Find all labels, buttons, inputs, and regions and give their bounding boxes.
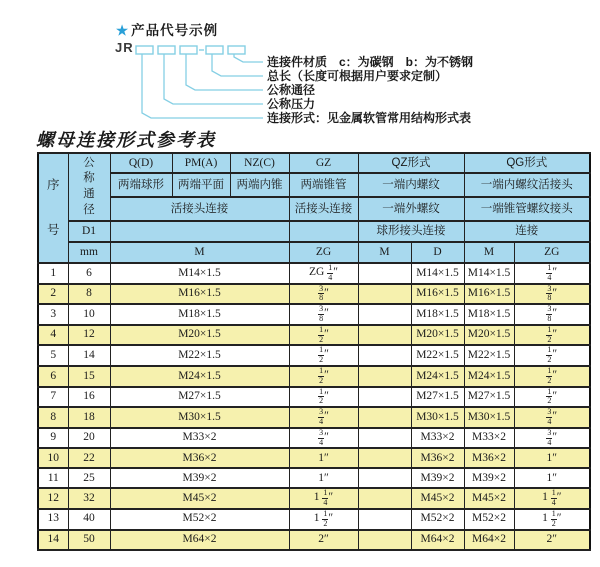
cell-qz-m <box>358 509 411 530</box>
cell-serial: 6 <box>38 366 68 387</box>
cell-nominal-diameter: 25 <box>68 468 110 488</box>
cell-qg-m: M16×1.5 <box>464 284 514 305</box>
cell-qz-m <box>358 407 411 428</box>
cell-qz-d: M39×2 <box>411 468 464 488</box>
cell-gz-thread: ZG $\frac{1}{4}$ ″ <box>289 263 358 284</box>
cell-qz-d: M14×1.5 <box>411 263 464 284</box>
cell-gz-thread: 1 $\frac{1}{2}$ ″ <box>289 509 358 530</box>
cell-qg-zg: $\frac{3}{8}$ ″ <box>514 304 590 325</box>
code-prefix: JR <box>115 40 134 55</box>
header-unit-zg1: ZG <box>289 242 358 263</box>
code-box <box>136 46 153 54</box>
cell-nominal-diameter: 18 <box>68 407 110 428</box>
cell-gz-thread: $\frac{1}{2}$ ″ <box>289 325 358 346</box>
header-unit-m1: M <box>110 242 289 263</box>
cell-qz-d: M45×2 <box>411 488 464 509</box>
cell-m-thread: M52×2 <box>110 509 289 530</box>
cell-nominal-diameter: 22 <box>68 448 110 468</box>
header-end-style-qd: 两端球形 <box>110 173 172 197</box>
code-label-length: 总长（长度可根据用户要求定制） <box>267 69 448 83</box>
cell-serial: 12 <box>38 488 68 509</box>
header-empty-cell <box>289 221 358 242</box>
cell-serial: 3 <box>38 304 68 325</box>
cell-serial: 4 <box>38 325 68 346</box>
code-label-diameter: 公称通径 <box>267 83 316 97</box>
cell-m-thread: M33×2 <box>110 428 289 449</box>
cell-qg-m: M27×1.5 <box>464 387 514 408</box>
cell-m-thread: M22×1.5 <box>110 345 289 366</box>
cell-qg-m: M33×2 <box>464 428 514 449</box>
cell-qg-zg: 2″ <box>514 530 590 550</box>
code-box <box>180 46 197 54</box>
cell-m-thread: M30×1.5 <box>110 407 289 428</box>
header-end-style-nzc: 两端内锥 <box>230 173 289 197</box>
leader-line <box>234 54 263 62</box>
cell-qg-zg: $\frac{3}{8}$ ″ <box>514 284 590 305</box>
header-connection-label: 连接 <box>464 221 590 242</box>
header-ball-joint-connection: 球形接头连接 <box>358 221 464 242</box>
cell-nominal-diameter: 32 <box>68 488 110 509</box>
table-row <box>38 488 590 509</box>
table-row <box>38 345 590 366</box>
cell-serial: 1 <box>38 263 68 284</box>
cell-gz-thread: $\frac{1}{2}$ ″ <box>289 366 358 387</box>
reference-table-wrap <box>37 152 591 551</box>
cell-gz-thread: 1″ <box>289 468 358 488</box>
cell-qg-zg: $\frac{1}{2}$ ″ <box>514 325 590 346</box>
header-end-style-qg: 一端内螺纹活接头 <box>464 173 590 197</box>
cell-qg-m: M24×1.5 <box>464 366 514 387</box>
cell-serial: 7 <box>38 387 68 408</box>
cell-qz-d: M22×1.5 <box>411 345 464 366</box>
cell-m-thread: M24×1.5 <box>110 366 289 387</box>
cell-qg-zg: $\frac{1}{4}$ ″ <box>514 263 590 284</box>
cell-serial: 9 <box>38 428 68 449</box>
header-empty-cell <box>110 221 289 242</box>
code-label-material: 连接件材质 c：为碳钢 b：为不锈钢 <box>267 55 474 69</box>
header-serial: 序号 <box>38 153 68 263</box>
cell-serial: 14 <box>38 530 68 550</box>
cell-nominal-diameter: 16 <box>68 387 110 408</box>
cell-qg-m: M30×1.5 <box>464 407 514 428</box>
cell-qg-m: M64×2 <box>464 530 514 550</box>
cell-qg-zg: 1 $\frac{1}{2}$ ″ <box>514 509 590 530</box>
header-nominal-diameter: 公称通径 <box>68 153 110 221</box>
cell-nominal-diameter: 14 <box>68 345 110 366</box>
header-unit-m3: M <box>464 242 514 263</box>
cell-qz-m <box>358 366 411 387</box>
cell-qz-m <box>358 448 411 468</box>
cell-serial: 13 <box>38 509 68 530</box>
cell-m-thread: M36×2 <box>110 448 289 468</box>
header-end-style-qz: 一端内螺纹 <box>358 173 464 197</box>
cell-qg-m: M45×2 <box>464 488 514 509</box>
table-row <box>38 407 590 428</box>
table-row <box>38 366 590 387</box>
table-row <box>38 284 590 305</box>
cell-qg-zg: 1 $\frac{1}{4}$ ″ <box>514 488 590 509</box>
cell-nominal-diameter: 15 <box>68 366 110 387</box>
cell-serial: 10 <box>38 448 68 468</box>
cell-m-thread: M16×1.5 <box>110 284 289 305</box>
header-type-qg: QG形式 <box>464 153 590 173</box>
code-box <box>228 46 245 54</box>
cell-qz-d: M52×2 <box>411 509 464 530</box>
cell-qz-d: M36×2 <box>411 448 464 468</box>
header-type-pma: PM(A) <box>172 153 230 173</box>
cell-qz-d: M33×2 <box>411 428 464 449</box>
cell-qz-m <box>358 284 411 305</box>
cell-nominal-diameter: 50 <box>68 530 110 550</box>
table-row <box>38 468 590 488</box>
code-label-connection: 连接形式：见金属软管常用结构形式表 <box>267 111 472 125</box>
cell-m-thread: M64×2 <box>110 530 289 550</box>
table-header <box>38 153 590 263</box>
cell-qg-m: M18×1.5 <box>464 304 514 325</box>
cell-m-thread: M20×1.5 <box>110 325 289 346</box>
cell-qz-m <box>358 530 411 550</box>
header-type-qz: QZ形式 <box>358 153 464 173</box>
cell-qg-m: M39×2 <box>464 468 514 488</box>
table-row <box>38 428 590 449</box>
cell-m-thread: M14×1.5 <box>110 263 289 284</box>
cell-qz-m <box>358 263 411 284</box>
cell-m-thread: M45×2 <box>110 488 289 509</box>
cell-qz-m <box>358 468 411 488</box>
cell-qg-m: M20×1.5 <box>464 325 514 346</box>
cell-gz-thread: $\frac{3}{8}$ ″ <box>289 284 358 305</box>
code-example-title-text: 产品代号示例 <box>131 23 219 38</box>
reference-table <box>37 152 591 551</box>
cell-gz-thread: $\frac{1}{2}$ ″ <box>289 345 358 366</box>
cell-qz-m <box>358 325 411 346</box>
cell-qz-d: M18×1.5 <box>411 304 464 325</box>
cell-qg-zg: $\frac{1}{2}$ ″ <box>514 345 590 366</box>
cell-gz-thread: $\frac{3}{8}$ ″ <box>289 304 358 325</box>
cell-nominal-diameter: 6 <box>68 263 110 284</box>
cell-serial: 2 <box>38 284 68 305</box>
cell-qg-zg: 1″ <box>514 448 590 468</box>
table-row <box>38 263 590 284</box>
cell-qg-m: M14×1.5 <box>464 263 514 284</box>
table-row <box>38 387 590 408</box>
code-example-title <box>116 19 218 39</box>
cell-qz-m <box>358 488 411 509</box>
table-row <box>38 530 590 550</box>
header-connection-qg: 一端锥管螺纹接头 <box>464 197 590 221</box>
cell-nominal-diameter: 12 <box>68 325 110 346</box>
cell-qz-m <box>358 345 411 366</box>
cell-gz-thread: 1″ <box>289 448 358 468</box>
header-connection-union: 活接头连接 <box>110 197 289 221</box>
cell-gz-thread: $\frac{3}{4}$ ″ <box>289 407 358 428</box>
cell-qz-d: M20×1.5 <box>411 325 464 346</box>
leader-line <box>142 54 263 118</box>
cell-nominal-diameter: 8 <box>68 284 110 305</box>
cell-qg-zg: $\frac{3}{4}$ ″ <box>514 428 590 449</box>
cell-m-thread: M18×1.5 <box>110 304 289 325</box>
header-unit-d: D <box>411 242 464 263</box>
cell-qg-zg: 1″ <box>514 468 590 488</box>
code-box <box>206 46 223 54</box>
cell-qz-m <box>358 387 411 408</box>
cell-nominal-diameter: 40 <box>68 509 110 530</box>
leader-line <box>186 54 263 90</box>
cell-gz-thread: 2″ <box>289 530 358 550</box>
table-row <box>38 509 590 530</box>
table-body <box>38 263 590 550</box>
cell-qz-m <box>358 304 411 325</box>
table-row <box>38 448 590 468</box>
cell-qz-d: M27×1.5 <box>411 387 464 408</box>
header-type-nzc: NZ(C) <box>230 153 289 173</box>
cell-nominal-diameter: 10 <box>68 304 110 325</box>
cell-m-thread: M27×1.5 <box>110 387 289 408</box>
header-unit-m2: M <box>358 242 411 263</box>
cell-qg-zg: $\frac{3}{4}$ ″ <box>514 407 590 428</box>
cell-qz-d: M16×1.5 <box>411 284 464 305</box>
cell-gz-thread: $\frac{1}{2}$ ″ <box>289 387 358 408</box>
cell-qz-d: M30×1.5 <box>411 407 464 428</box>
header-type-qd: Q(D) <box>110 153 172 173</box>
star-icon: ★ <box>116 23 130 38</box>
table-title: 螺母连接形式参考表 <box>36 130 216 150</box>
cell-qg-m: M52×2 <box>464 509 514 530</box>
cell-qz-m <box>358 428 411 449</box>
cell-qg-m: M36×2 <box>464 448 514 468</box>
cell-serial: 11 <box>38 468 68 488</box>
cell-m-thread: M39×2 <box>110 468 289 488</box>
cell-qz-d: M64×2 <box>411 530 464 550</box>
header-connection-gz: 活接头连接 <box>289 197 358 221</box>
cell-gz-thread: 1 $\frac{1}{4}$ ″ <box>289 488 358 509</box>
table-row <box>38 325 590 346</box>
cell-serial: 5 <box>38 345 68 366</box>
cell-qg-m: M22×1.5 <box>464 345 514 366</box>
header-unit-zg2: ZG <box>514 242 590 263</box>
header-d1: D1 <box>68 221 110 242</box>
cell-qz-d: M24×1.5 <box>411 366 464 387</box>
header-end-style-gz: 两端锥管 <box>289 173 358 197</box>
cell-serial: 8 <box>38 407 68 428</box>
header-mm: mm <box>68 242 110 263</box>
leader-line <box>212 54 263 76</box>
header-connection-qz: 一端外螺纹 <box>358 197 464 221</box>
cell-gz-thread: $\frac{3}{4}$ ″ <box>289 428 358 449</box>
code-box <box>158 46 175 54</box>
cell-qg-zg: $\frac{1}{2}$ ″ <box>514 366 590 387</box>
header-type-gz: GZ <box>289 153 358 173</box>
cell-nominal-diameter: 20 <box>68 428 110 449</box>
table-row <box>38 304 590 325</box>
header-end-style-pma: 两端平面 <box>172 173 230 197</box>
code-label-pressure: 公称压力 <box>267 97 316 111</box>
cell-qg-zg: $\frac{1}{2}$ ″ <box>514 387 590 408</box>
